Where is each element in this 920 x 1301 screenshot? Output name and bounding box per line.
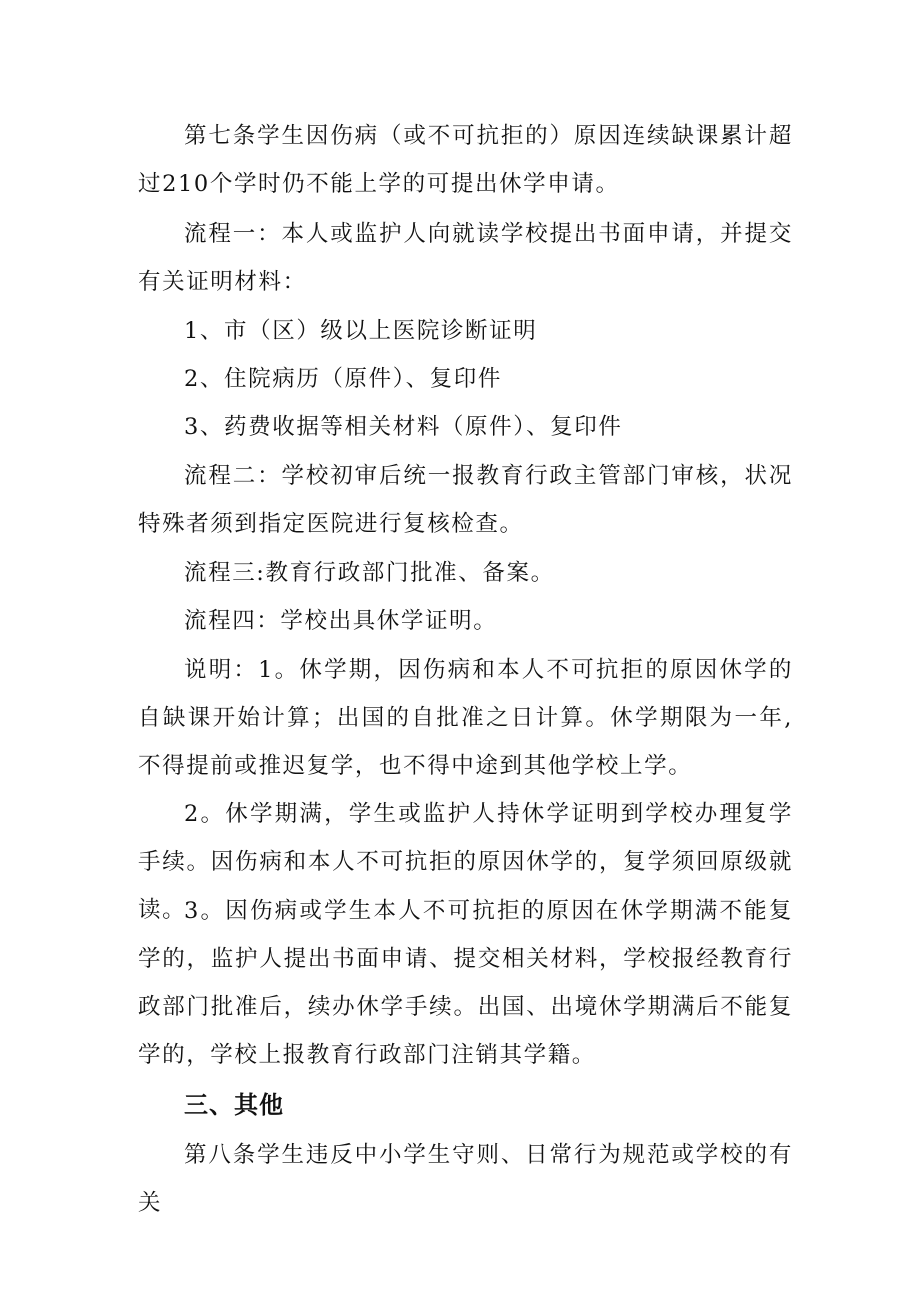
paragraph-process-1: 流程一：本人或监护人向就读学校提出书面申请，并提交有关证明材料： [138, 221, 793, 295]
paragraph-process-4: 流程四：学校出具休学证明。 [184, 608, 498, 634]
list-item-hospital-records: 2、住院病历（原件）、复印件 [184, 366, 502, 392]
paragraph-note-1: 说明：1。休学期，因伤病和本人不可抗拒的原因休学的自缺课开始计算；出国的自批准之日计算。休学期限为一年,不得提前或推迟复学，也不得中途到其他学校上学。 [138, 657, 793, 779]
paragraph-process-2: 流程二：学校初审后统一报教育行政主管部门审核，状况特殊者须到指定医院进行复核检查。 [138, 463, 793, 537]
list-item-diagnosis-certificate: 1、市（区）级以上医院诊断证明 [184, 318, 538, 344]
paragraph-note-3: 3。因伤病或学生本人不可抗拒的原因在休学期满不能复学的，监护人提出书面申请、提交相关材料，学校报经教育行政部门批准后，续办休学手续。出国、出境休学期满后不能复学的，学校上报教育行政部门注销其学籍。 [138, 898, 793, 1068]
paragraph-article-8: 第八条学生违反中小学生守则、日常行为规范或学校的有关 [138, 1142, 793, 1216]
paragraph-article-7: 第七条学生因伤病（或不可抗拒的）原因连续缺课累计超过210个学时仍不能上学的可提出休学申请。 [138, 123, 793, 197]
paragraph-process-3: 流程三:教育行政部门批准、备案。 [184, 560, 555, 586]
list-item-medical-receipts: 3、药费收据等相关材料（原件）、复印件 [184, 414, 623, 440]
paragraph-note-2: 2。休学期满，学生或监护人持休学证明到学校办理复学手续。因伤病和本人不可抗拒的原因休学的，复学须回原级就读。 [138, 801, 793, 923]
section-heading-other: 三、其他 [184, 1091, 284, 1119]
